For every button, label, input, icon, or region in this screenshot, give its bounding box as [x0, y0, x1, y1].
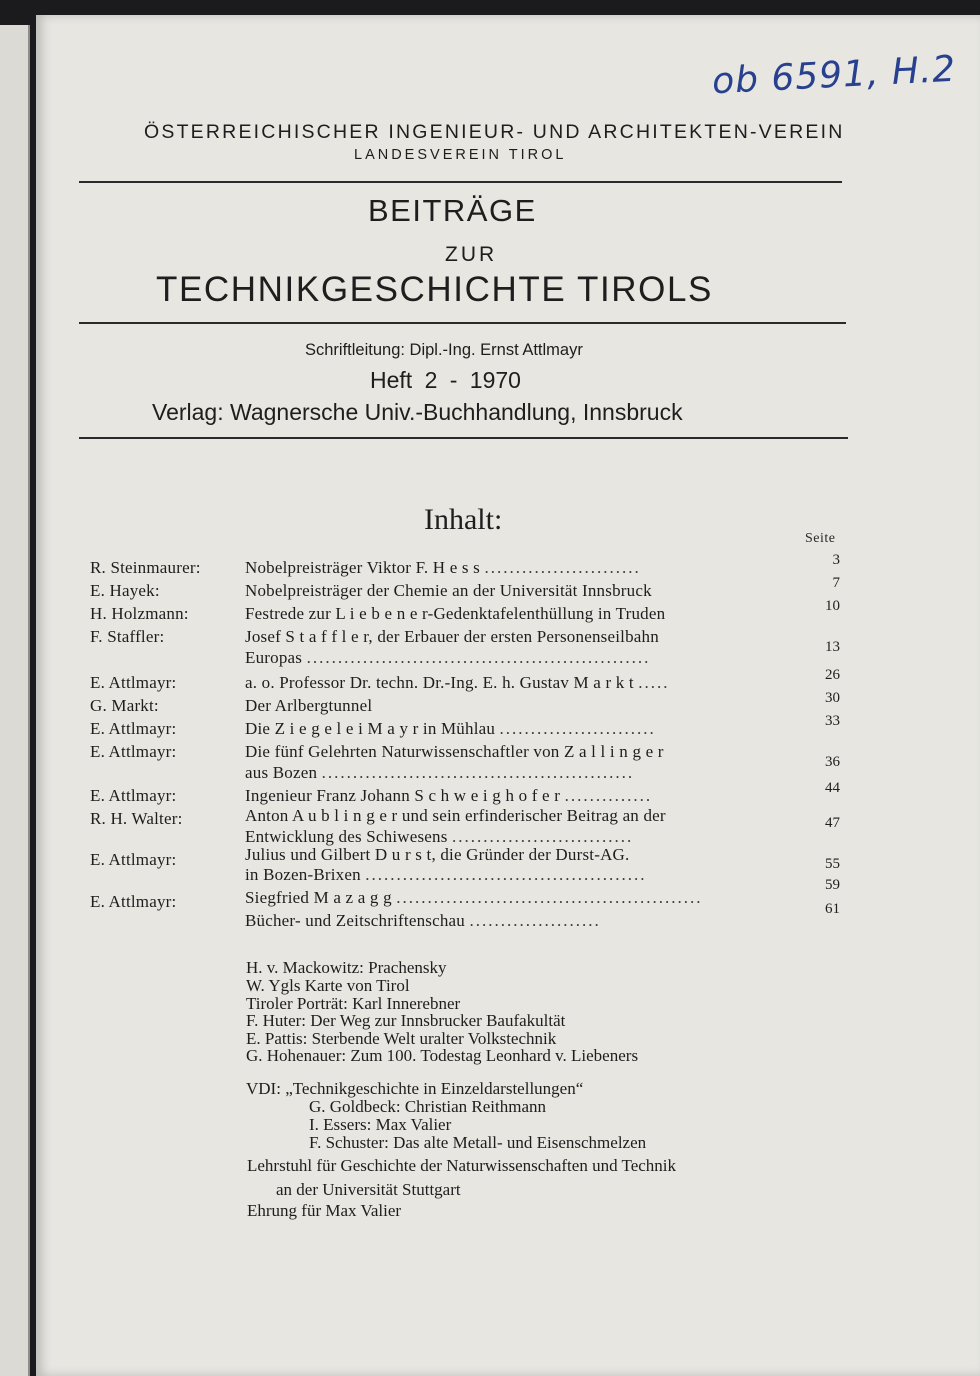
toc-author: E. Attlmayr:: [90, 786, 177, 805]
toc-author: R. H. Walter:: [90, 809, 183, 828]
toc-title-continued: aus Bozen: [245, 763, 318, 782]
toc-title: Der Arlbergtunnel: [245, 696, 373, 715]
editor-line: Schriftleitung: Dipl.-Ing. Ernst Attlmayr: [305, 341, 583, 359]
toc-title: Bücher- und Zeitschriftenschau: [245, 911, 465, 930]
review-item: Tiroler Porträt: Karl Innerebner: [246, 994, 461, 1013]
toc-title: Die Z i e g e l e i M a y r in Mühlau: [245, 719, 496, 738]
toc-author: E. Attlmayr:: [90, 719, 177, 738]
publisher-rule: [79, 437, 848, 439]
toc-page: 33: [825, 713, 840, 729]
handwritten-call-number: ob 6591, H.2: [711, 48, 958, 103]
page-column-label: Seite: [805, 531, 836, 546]
toc-page: 61: [825, 901, 840, 917]
toc-page: 7: [832, 575, 840, 591]
chair-line-2: an der Universität Stuttgart: [276, 1180, 461, 1199]
title-rule: [79, 322, 846, 324]
toc-author: E. Attlmayr:: [90, 742, 177, 761]
toc-page: 13: [825, 639, 840, 655]
chair-line-1: Lehrstuhl für Geschichte der Naturwissenschaften und Technik: [247, 1156, 677, 1175]
vdi-item: I. Essers: Max Valier: [309, 1115, 452, 1134]
toc-author: E. Hayek:: [90, 581, 160, 600]
toc-title: Siegfried M a z a g g: [245, 888, 392, 907]
toc-author: F. Staffler:: [90, 627, 165, 646]
toc-title: Die fünf Gelehrten Naturwissenschaftler von Z a l l i n g e r: [245, 742, 664, 761]
toc-title: Nobelpreisträger der Chemie an der Universität Innsbruck: [245, 581, 652, 600]
toc-title: Ingenieur Franz Johann S c h w e i g h o f e r: [245, 786, 561, 805]
toc-title-continued: Europas: [245, 648, 303, 667]
publisher-line: Verlag: Wagnersche Univ.-Buchhandlung, Innsbruck: [152, 399, 683, 425]
toc-page: 10: [825, 598, 840, 614]
vdi-item: F. Schuster: Das alte Metall- und Eisenschmelzen: [309, 1133, 647, 1152]
toc-page: 36: [825, 754, 840, 770]
toc-title: Josef S t a f f l e r, der Erbauer der ersten Personenseilbahn: [245, 627, 659, 646]
toc-title: a. o. Professor Dr. techn. Dr.-Ing. E. h. Gustav M a r k t: [245, 673, 634, 692]
vdi-heading: VDI: „Technikgeschichte in Einzeldarstellungen“: [246, 1079, 584, 1098]
vdi-item: G. Goldbeck: Christian Reithmann: [309, 1097, 547, 1116]
toc-author: R. Steinmaurer:: [90, 558, 201, 577]
toc-author: E. Attlmayr:: [90, 850, 177, 869]
title-line-3: TECHNIKGESCHICHTE TIROLS: [156, 270, 713, 309]
toc-author: E. Attlmayr:: [90, 892, 177, 911]
toc-title: Anton A u b l i n g e r und sein erfinderischer Beitrag an der: [245, 806, 666, 825]
toc-page: 30: [825, 690, 840, 706]
toc-page: 26: [825, 667, 840, 683]
review-item: E. Pattis: Sterbende Welt uralter Volkstechnik: [246, 1029, 557, 1048]
toc-title: Julius und Gilbert D u r s t, die Gründer der Durst-AG.: [245, 845, 630, 864]
title-line-2: ZUR: [445, 243, 498, 266]
toc-title: Nobelpreisträger Viktor F. H e s s: [245, 558, 480, 577]
review-item: W. Ygls Karte von Tirol: [246, 976, 410, 995]
contents-heading: Inhalt:: [424, 503, 503, 536]
honor-line: Ehrung für Max Valier: [247, 1201, 402, 1220]
toc-page: 55: [825, 856, 840, 872]
toc-title: Festrede zur L i e b e n e r-Gedenktafelenthüllung in Truden: [245, 604, 666, 623]
title-line-1: BEITRÄGE: [368, 193, 537, 228]
toc-title-continued: in Bozen-Brixen: [245, 865, 361, 884]
toc-page: 44: [825, 780, 840, 796]
toc-page: 47: [825, 815, 840, 831]
toc-page: 3: [832, 552, 840, 568]
branch-name: LANDESVEREIN TIROL: [354, 147, 567, 163]
review-item: G. Hohenauer: Zum 100. Todestag Leonhard v. Liebeners: [246, 1046, 639, 1065]
review-item: H. v. Mackowitz: Prachensky: [246, 958, 447, 977]
header-rule-top: [79, 181, 842, 183]
issue-line: Heft 2 - 1970: [370, 367, 521, 393]
toc-title-continued: Entwicklung des Schiwesens: [245, 827, 448, 846]
facing-page-edge: [0, 25, 30, 1376]
review-item: F. Huter: Der Weg zur Innsbrucker Baufakultät: [246, 1011, 566, 1030]
toc-page: 59: [825, 877, 840, 893]
toc-author: E. Attlmayr:: [90, 673, 177, 692]
toc-author: G. Markt:: [90, 696, 159, 715]
toc-author: H. Holzmann:: [90, 604, 189, 623]
association-name: ÖSTERREICHISCHER INGENIEUR- UND ARCHITEKTEN-VEREIN: [144, 121, 845, 143]
